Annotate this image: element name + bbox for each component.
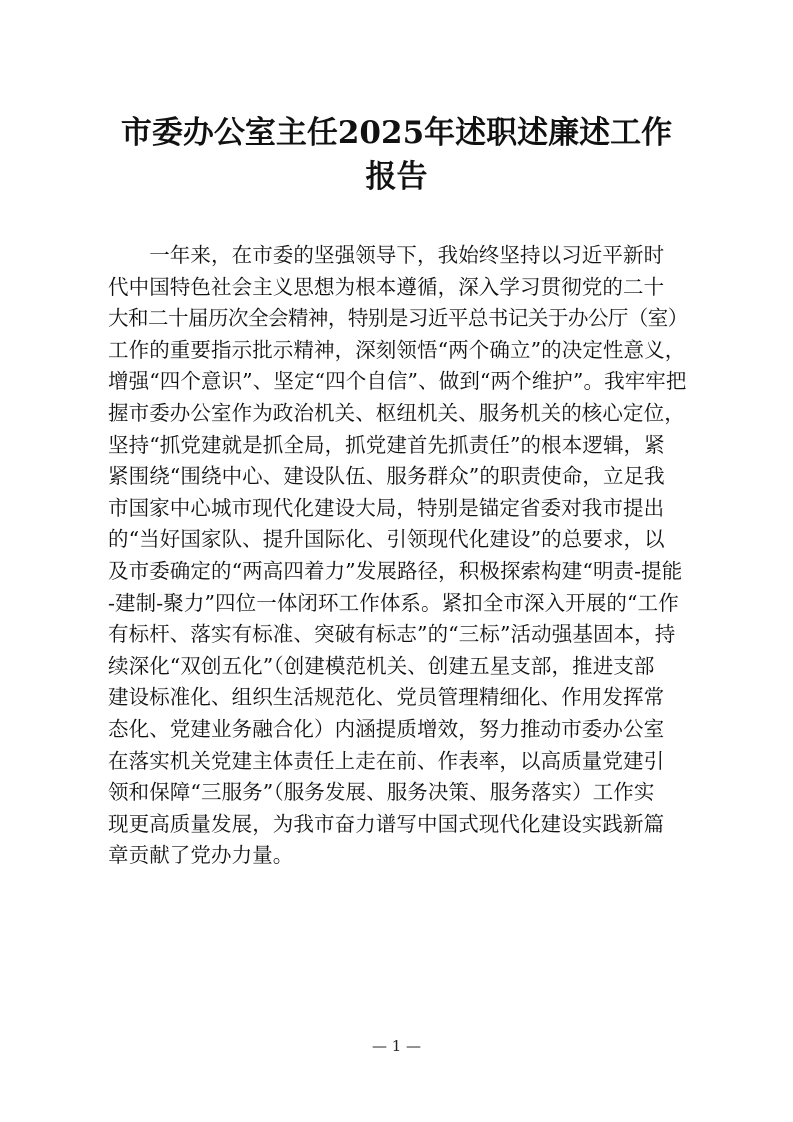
paragraph-line: 一年来，在市委的坚强领导下，我始终坚持以习近平新时 — [108, 243, 665, 267]
paragraph-line: 握市委办公室作为政治机关、枢纽机关、服务机关的核心定位， — [108, 401, 685, 425]
document-title-line-2: 报告 — [365, 159, 428, 195]
paragraph-line: 续深化“双创五化”（创建模范机关、创建五星支部，推进支部 — [108, 653, 655, 678]
paragraph-line: 有标杆、落实有标准、突破有标志”的“三标”活动强基固本，持 — [108, 622, 676, 647]
paragraph-line: 紧围绕“围绕中心、建设队伍、服务群众”的职责使命，立足我 — [108, 464, 665, 489]
paragraph-line: 领和保障“三服务”（服务发展、服务决策、服务落实）工作实 — [108, 780, 655, 805]
paragraph-line: -建制-聚力”四位一体闭环工作体系。紧扣全市深入开展的“工作 — [108, 590, 679, 615]
paragraph-line: 建设标准化、组织生活规范化、党员管理精细化、作用发挥常 — [108, 685, 665, 710]
paragraph-line: 代中国特色社会主义思想为根本遵循，深入学习贯彻党的二十 — [108, 274, 665, 299]
paragraph-line: 在落实机关党建主体责任上走在前、作表率，以高质量党建引 — [108, 748, 665, 773]
document-title-line-1: 市委办公室主任2025年述职述廉述工作 — [120, 115, 673, 151]
paragraph-line: 章贡献了党办力量。 — [108, 843, 294, 868]
paragraph-line: 大和二十届历次全会精神，特别是习近平总书记关于办公厅（室） — [108, 306, 688, 331]
paragraph-line: 工作的重要指示批示精神，深刻领悟“两个确立”的决定性意义， — [108, 337, 686, 362]
paragraph-line: 现更高质量发展，为我市奋力谱写中国式现代化建设实践新篇 — [108, 811, 665, 836]
paragraph-line: 的“当好国家队、提升国际化、引领现代化建设”的总要求，以 — [108, 527, 665, 552]
page-number: — 1 — — [371, 1037, 422, 1055]
paragraph-line: 坚持“抓党建就是抓全局，抓党建首先抓责任”的根本逻辑，紧 — [108, 432, 665, 457]
paragraph-line: 态化、党建业务融合化）内涵提质增效，努力推动市委办公室 — [108, 717, 665, 741]
paragraph-line: 及市委确定的“两高四着力”发展路径，积极探索构建“明责-提能 — [108, 559, 683, 583]
paragraph-line: 增强“四个意识”、坚定“四个自信”、做到“两个维护”。我牢牢把 — [108, 369, 687, 394]
paragraph-line: 市国家中心城市现代化建设大局，特别是锚定省委对我市提出 — [108, 495, 665, 520]
